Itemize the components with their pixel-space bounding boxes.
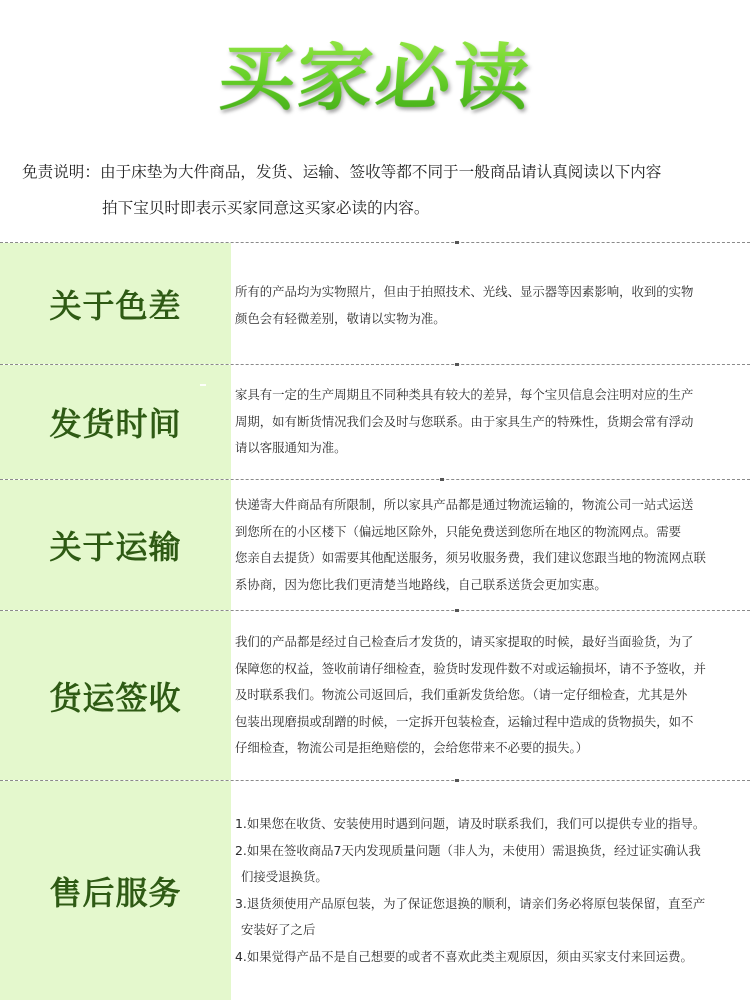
section-label: 关于运输	[49, 528, 182, 566]
section-text-line: 1.如果您在收货、安装使用时遇到问题，请及时联系我们，我们可以提供专业的指导。	[235, 816, 706, 831]
section-label: 货运签收	[49, 678, 182, 717]
section-text-line: 所有的产品均为实物照片，但由于拍照技术、光线、显示器等因素影响，收到的实物	[235, 284, 694, 299]
section-after-sales	[0, 780, 750, 1000]
title-banner	[0, 28, 750, 128]
info-sections	[0, 242, 750, 1000]
disclaimer-line-1: 免责说明：由于床垫为大件商品，发货、运输、签收等都不同于一般商品请认真阅读以下内容	[22, 163, 662, 181]
section-text-line: 4.如果觉得产品不是自己想要的或者不喜欢此类主观原因，须由买家支付来回运费。	[235, 948, 693, 964]
section-label-cell	[0, 243, 231, 364]
section-label-cell	[0, 365, 231, 479]
section-text-line: 我们的产品都是经过自己检查后才发货的，请买家提取的时候，最好当面验货，为了	[235, 634, 694, 650]
section-text	[235, 611, 747, 780]
section-label: 发货时间	[49, 405, 182, 443]
section-text	[235, 781, 747, 1000]
section-text	[235, 365, 747, 479]
section-delivery-signoff	[0, 610, 750, 780]
section-text-line: 及时联系我们。物流公司返回后，我们重新发货给您。（请一定仔细检查，尤其是外	[235, 687, 688, 703]
section-text-line: 周期，如有断货情况我们会及时与您联系。由于家具生产的特殊性，货期会常有浮动	[235, 413, 694, 429]
section-label-cell	[0, 480, 231, 610]
section-label: 关于色差	[49, 286, 182, 325]
section-label-cell	[0, 781, 231, 1000]
section-text-line: 2.如果在签收商品7天内发现质量问题（非人为，未使用）需退换货，经过证实确认我	[235, 842, 701, 858]
section-text-line: 系协商，因为您比我们更清楚当地路线，自己联系送货会更加实惠。	[235, 576, 607, 592]
section-text-line: 安装好了之后	[241, 922, 316, 937]
section-text-line: 保障您的权益，签收前请仔细检查，验货时发现件数不对或运输损坏，请不予签收，并	[235, 660, 706, 676]
section-text-line: 请以客服通知为准。	[235, 440, 347, 456]
section-color-difference	[0, 242, 750, 364]
section-label-cell	[0, 611, 231, 780]
disclaimer-line-2: 拍下宝贝时即表示买家同意这买家必读的内容。	[102, 199, 430, 217]
section-text-line: 快递寄大件商品有所限制，所以家具产品都是通过物流运输的，物流公司一站式运送	[235, 497, 694, 512]
section-text	[235, 480, 747, 610]
section-text-line: 仔细检查，物流公司是拒绝赔偿的，会给您带来不必要的损失。）	[235, 740, 589, 756]
section-transport	[0, 479, 750, 610]
section-text-line: 家具有一定的生产周期且不同种类具有较大的差异，每个宝贝信息会注明对应的生产	[235, 387, 694, 403]
section-text	[235, 243, 747, 366]
section-text-line: 您亲自去提货）如需要其他配送服务，须另收服务费，我们建议您跟当地的物流网点联	[235, 550, 706, 565]
section-shipping-time	[0, 364, 750, 479]
section-text-line: 3.退货须使用产品原包装，为了保证您退换的顺利，请亲们务必将原包装保留，直至产	[235, 895, 706, 911]
section-text-line: 包装出现磨损或刮蹭的时候，一定拆开包装检查，运输过程中造成的货物损失，如不	[235, 713, 694, 729]
section-text-line: 们接受退换货。	[241, 869, 328, 884]
page-title: 买家必读	[216, 31, 535, 126]
section-label: 售后服务	[49, 873, 182, 912]
section-text-line: 颜色会有轻微差别，敬请以实物为准。	[235, 310, 446, 326]
section-text-line: 到您所在的小区楼下（偏远地区除外，只能免费送到您所在地区的物流网点。需要	[235, 523, 682, 539]
